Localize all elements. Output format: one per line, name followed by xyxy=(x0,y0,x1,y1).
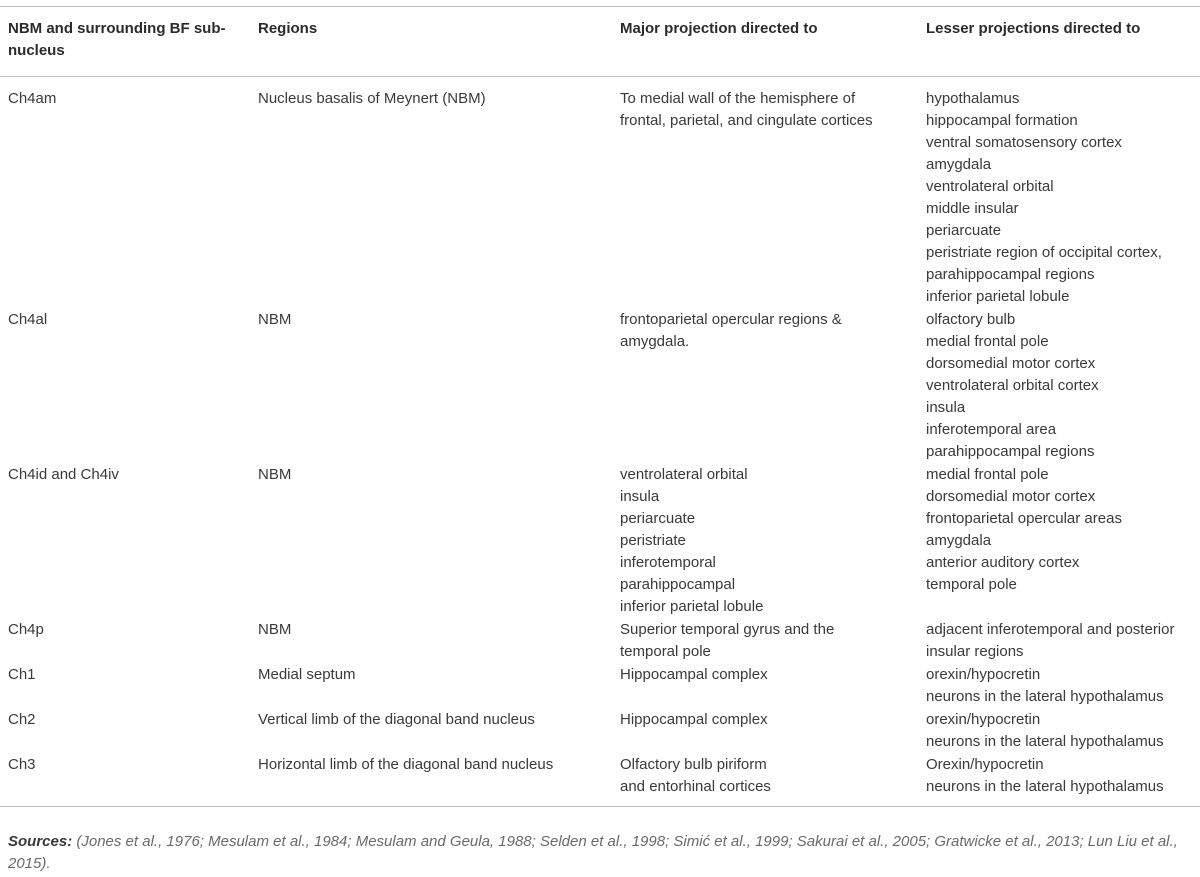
projection-table xyxy=(0,6,1200,807)
cell-region-text: Medial septum xyxy=(258,666,356,683)
table-row xyxy=(0,709,1200,754)
cell-lesser-projections xyxy=(926,77,1200,310)
cell-lesser-projections-line: orexin/hypocretin xyxy=(926,711,1041,728)
cell-lesser-projections-line: hippocampal formation xyxy=(926,112,1078,129)
cell-lesser-projections-line: neurons in the lateral hypothalamus xyxy=(926,733,1164,750)
cell-sub-nucleus xyxy=(0,754,258,807)
table-row xyxy=(0,309,1200,464)
cell-major-projection-line: temporal pole xyxy=(620,643,711,660)
cell-lesser-projections-line: periarcuate xyxy=(926,222,1002,239)
cell-lesser-projections-line: dorsomedial motor cortex xyxy=(926,488,1096,505)
cell-major-projection-line: To medial wall of the hemisphere of xyxy=(620,90,856,107)
table-row xyxy=(0,664,1200,709)
cell-lesser-projections-line: Orexin/hypocretin xyxy=(926,756,1044,773)
cell-major-projection xyxy=(620,77,926,310)
cell-lesser-projections-line: orexin/hypocretin xyxy=(926,666,1041,683)
table-row xyxy=(0,77,1200,310)
cell-region-text: Horizontal limb of the diagonal band nucleus xyxy=(258,756,554,773)
cell-lesser-projections-line: ventral somatosensory cortex xyxy=(926,134,1122,151)
cell-major-projection-line: Hippocampal complex xyxy=(620,711,768,728)
cell-region-text: NBM xyxy=(258,466,292,483)
cell-major-projection-line: Superior temporal gyrus and the xyxy=(620,621,835,638)
cell-sub-nucleus xyxy=(0,619,258,664)
header-sub-nucleus: NBM and surrounding BF sub-nucleus xyxy=(0,7,258,77)
cell-sub-nucleus-text: Ch1 xyxy=(8,666,36,683)
cell-major-projection-line: frontal, parietal, and cingulate cortices xyxy=(620,112,873,129)
cell-lesser-projections-line: peristriate region of occipital cortex, xyxy=(926,244,1162,261)
cell-lesser-projections xyxy=(926,309,1200,464)
header-row xyxy=(0,7,1200,77)
cell-lesser-projections-line: neurons in the lateral hypothalamus xyxy=(926,688,1164,705)
cell-lesser-projections-line: ventrolateral orbital xyxy=(926,178,1054,195)
cell-sub-nucleus-text: Ch4p xyxy=(8,621,44,638)
table-header xyxy=(0,7,1200,77)
table-row xyxy=(0,619,1200,664)
cell-sub-nucleus xyxy=(0,464,258,619)
cell-major-projection-line: inferotemporal xyxy=(620,554,716,571)
cell-lesser-projections-line: parahippocampal regions xyxy=(926,443,1095,460)
cell-lesser-projections xyxy=(926,619,1200,664)
sources-text: (Jones et al., 1976; Mesulam et al., 1984; Mesulam and Geula, 1988; Selden et al., 1998; Simić et al., 1999; Sakurai et al., 2005; Gratwicke et al., 2013; Lun Liu et al., 2015). xyxy=(8,833,1178,872)
cell-major-projection-line: parahippocampal xyxy=(620,576,736,593)
cell-sub-nucleus-text: Ch3 xyxy=(8,756,36,773)
cell-region xyxy=(258,309,620,464)
cell-sub-nucleus xyxy=(0,309,258,464)
cell-lesser-projections-line: amygdala xyxy=(926,532,992,549)
cell-region xyxy=(258,464,620,619)
cell-region-text: Nucleus basalis of Meynert (NBM) xyxy=(258,90,486,107)
cell-region xyxy=(258,664,620,709)
cell-region xyxy=(258,619,620,664)
cell-lesser-projections-line: insular regions xyxy=(926,643,1024,660)
cell-major-projection xyxy=(620,619,926,664)
cell-major-projection-line: inferior parietal lobule xyxy=(620,598,764,615)
cell-major-projection-line: ventrolateral orbital xyxy=(620,466,748,483)
cell-sub-nucleus-text: Ch4am xyxy=(8,90,57,107)
sources-note xyxy=(8,831,1196,875)
cell-major-projection xyxy=(620,464,926,619)
sources-label: Sources: xyxy=(8,833,73,850)
header-regions: Regions xyxy=(258,7,620,77)
cell-lesser-projections-line: parahippocampal regions xyxy=(926,266,1095,283)
cell-major-projection-line: periarcuate xyxy=(620,510,696,527)
cell-region-text: NBM xyxy=(258,311,292,328)
table-row xyxy=(0,464,1200,619)
cell-sub-nucleus xyxy=(0,664,258,709)
header-lesser-projections: Lesser projections directed to xyxy=(926,7,1200,77)
cell-lesser-projections-line: olfactory bulb xyxy=(926,311,1016,328)
cell-lesser-projections-line: temporal pole xyxy=(926,576,1017,593)
cell-major-projection xyxy=(620,664,926,709)
cell-major-projection-line: Hippocampal complex xyxy=(620,666,768,683)
cell-major-projection-line: insula xyxy=(620,488,660,505)
cell-region xyxy=(258,754,620,807)
cell-lesser-projections-line: ventrolateral orbital cortex xyxy=(926,377,1099,394)
cell-lesser-projections-line: medial frontal pole xyxy=(926,466,1049,483)
cell-lesser-projections-line: anterior auditory cortex xyxy=(926,554,1080,571)
cell-region-text: Vertical limb of the diagonal band nucleus xyxy=(258,711,535,728)
cell-major-projection-line: frontoparietal opercular regions & xyxy=(620,311,842,328)
cell-lesser-projections-line: middle insular xyxy=(926,200,1019,217)
header-major-projection: Major projection directed to xyxy=(620,7,926,77)
cell-lesser-projections xyxy=(926,709,1200,754)
cell-region-text: NBM xyxy=(258,621,292,638)
cell-major-projection-line: amygdala. xyxy=(620,333,690,350)
cell-region xyxy=(258,709,620,754)
cell-lesser-projections-line: neurons in the lateral hypothalamus xyxy=(926,778,1164,795)
cell-lesser-projections xyxy=(926,664,1200,709)
cell-lesser-projections xyxy=(926,464,1200,619)
cell-lesser-projections-line: inferior parietal lobule xyxy=(926,288,1070,305)
cell-lesser-projections-line: hypothalamus xyxy=(926,90,1020,107)
cell-major-projection-line: peristriate xyxy=(620,532,686,549)
cell-major-projection xyxy=(620,709,926,754)
cell-major-projection xyxy=(620,754,926,807)
cell-sub-nucleus-text: Ch4id and Ch4iv xyxy=(8,466,119,483)
table-body xyxy=(0,77,1200,807)
cell-lesser-projections-line: dorsomedial motor cortex xyxy=(926,355,1096,372)
cell-lesser-projections-line: amygdala xyxy=(926,156,992,173)
cell-major-projection xyxy=(620,309,926,464)
cell-lesser-projections-line: frontoparietal opercular areas xyxy=(926,510,1122,527)
cell-lesser-projections-line: adjacent inferotemporal and posterior xyxy=(926,621,1175,638)
cell-major-projection-line: Olfactory bulb piriform xyxy=(620,756,767,773)
cell-major-projection-line: and entorhinal cortices xyxy=(620,778,771,795)
cell-sub-nucleus xyxy=(0,77,258,310)
cell-lesser-projections-line: insula xyxy=(926,399,966,416)
cell-sub-nucleus xyxy=(0,709,258,754)
cell-region xyxy=(258,77,620,310)
table-row xyxy=(0,754,1200,807)
cell-sub-nucleus-text: Ch4al xyxy=(8,311,48,328)
cell-lesser-projections-line: inferotemporal area xyxy=(926,421,1057,438)
cell-lesser-projections xyxy=(926,754,1200,807)
cell-lesser-projections-line: medial frontal pole xyxy=(926,333,1049,350)
cell-sub-nucleus-text: Ch2 xyxy=(8,711,36,728)
